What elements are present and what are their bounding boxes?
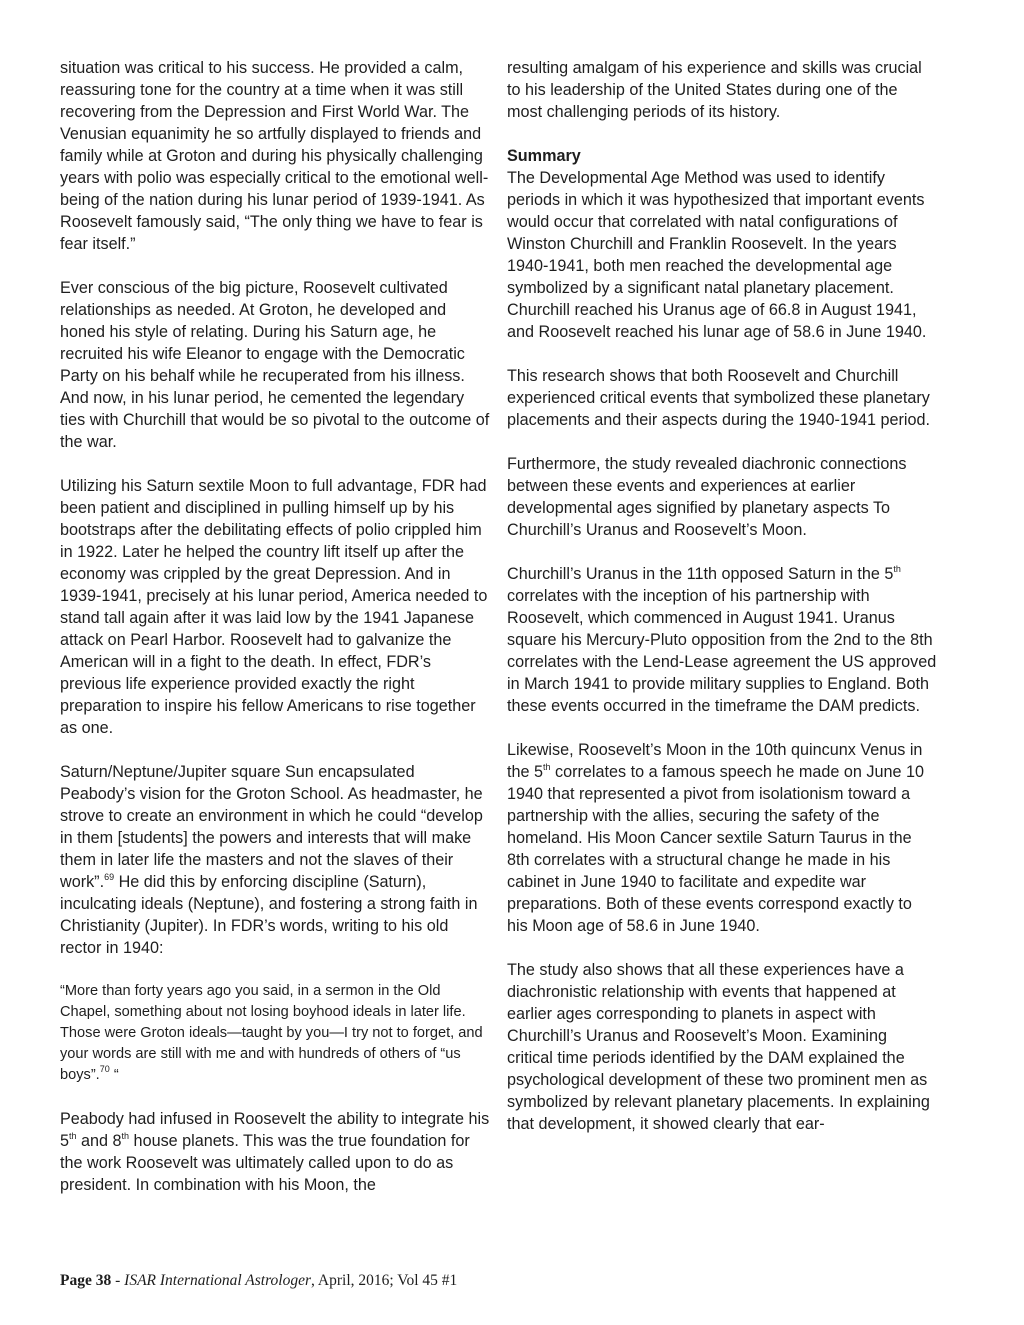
issue-info: , April, 2016; Vol 45 #1	[311, 1272, 458, 1289]
publication-title: ISAR International Astrologer	[124, 1272, 312, 1289]
paragraph: Furthermore, the study revealed diachronic connections between these events and experiences at earlier developmental ages signified by planetary aspects To Churchill’s Uranus and Roosevelt’s Moon.	[507, 455, 907, 539]
paragraph-text: and 8	[76, 1132, 122, 1150]
paragraph: Utilizing his Saturn sextile Moon to full advantage, FDR had been patient and disciplined in pulling himself up by his bootstraps after the debilitating effects of polio crippled him in 1922. Later he helped the country lift itself up after the economy was crippled by the great Depression. And in 1939-1941, precisely at his lunar period, America needed to stand tall again after it was laid low by the 1941 Japanese attack on Pearl Harbor. Roosevelt had to galvanize the American will in a fight to the death. In effect, FDR’s previous life experience provided exactly the right preparation to inspire his fellow Americans to rise together as one.	[60, 477, 488, 737]
paragraph: resulting amalgam of his experience and skills was crucial to his leadership of the United States during one of the most challenging periods of its history.	[507, 59, 922, 121]
paragraph-text: house planets. This was the true foundation for the work Roosevelt was ultimately called upon to do as president. In combination with his Moon, the	[60, 1132, 470, 1194]
ordinal-suffix: th	[893, 564, 901, 574]
paragraph	[60, 761, 490, 959]
block-quote	[60, 981, 490, 1086]
page-number: Page 38	[60, 1272, 112, 1289]
paragraph-text: Saturn/Neptune/Jupiter square Sun encapsulated Peabody’s vision for the Groton School. As headmaster, he strove to create an environment in which he could “develop in them [students] the powers and interests that will make them in later life the masters and not the slaves of their work”.	[60, 763, 483, 891]
right-column	[507, 57, 937, 1157]
paragraph: The study also shows that all these experiences have a diachronistic relationship with events that happened at earlier ages corresponding to planets in aspect with Churchill’s Uranus and Roosevelt’s Moon. Examining critical time periods identified by the DAM explained the psychological development of these two prominent men as symbolized by relevant planetary placements. In explaining that development, it showed clearly that ear-	[507, 961, 930, 1133]
paragraph	[60, 1108, 490, 1196]
paragraph-text: correlates with the inception of his partnership with Roosevelt, which commenced in August 1941. Uranus square his Mercury-Pluto opposition from the 2nd to the 8th correlates with the Lend-Lease agreement the US approved in March 1941 to provide military supplies to England. Both these events occurred in the timeframe the DAM predicts.	[507, 587, 937, 715]
ordinal-suffix: th	[69, 1131, 77, 1141]
paragraph: situation was critical to his success. He provided a calm, reassuring tone for the country at a time when it was still recovering from the Depression and First World War. The Venusian equanimity he so artfully displayed to friends and family while at Groton and during his physically challenging years with polio was especially critical to the emotional well-being of the nation during his lunar period of 1939-1941. As Roosevelt famously said, “The only thing we have to fear is fear itself.”	[60, 59, 489, 253]
paragraph	[507, 563, 937, 717]
page-footer	[60, 1272, 457, 1290]
paragraph-text: He did this by enforcing discipline (Saturn), inculcating ideals (Neptune), and fostering a strong faith in Christianity (Jupiter). In FDR’s words, writing to his old rector in 1940:	[60, 873, 478, 957]
quote-text: “More than forty years ago you said, in a sermon in the Old Chapel, something about not losing boyhood ideals in later life. Those were Groton ideals—taught by you—I try not to forget, and your words are still with me and with hundreds of others of “us boys”.	[60, 983, 483, 1083]
left-column	[60, 57, 490, 1218]
paragraph-text: Churchill’s Uranus in the 11th opposed Saturn in the 5	[507, 565, 894, 583]
ordinal-suffix: th	[121, 1131, 130, 1141]
ordinal-suffix: th	[543, 762, 551, 772]
paragraph-text: Likewise, Roosevelt’s Moon in the 10th quincunx Venus in the 5	[507, 741, 923, 781]
paragraph: This research shows that both Roosevelt and Churchill experienced critical events that symbolized these planetary placements and their aspects during the 1940-1941 period.	[507, 367, 930, 429]
quote-text: “	[109, 1067, 119, 1083]
paragraph: The Developmental Age Method was used to identify periods in which it was hypothesized that important events would occur that correlated with natal configurations of Winston Churchill and Franklin Roosevelt. In the years 1940-1941, both men reached the developmental age symbolized by a significant natal planetary placement. Churchill reached his Uranus age of 66.8 in August 1941, and Roosevelt reached his lunar age of 58.6 in June 1940.	[507, 169, 927, 341]
footer-separator: -	[111, 1272, 125, 1289]
paragraph: Ever conscious of the big picture, Roosevelt cultivated relationships as needed. At Groton, he developed and honed his style of relating. During his Saturn age, he recruited his wife Eleanor to engage with the Democratic Party on his behalf while he recuperated from his illness. And now, in his lunar period, he cemented the legendary ties with Churchill that would be so pivotal to the outcome of the war.	[60, 279, 490, 451]
paragraph-text: Peabody had infused in Roosevelt the ability to integrate his 5	[60, 1110, 490, 1150]
footnote-ref: 69	[104, 872, 115, 882]
section-heading: Summary	[507, 147, 581, 165]
paragraph	[507, 739, 937, 937]
footnote-ref: 70	[99, 1064, 110, 1074]
paragraph-text: correlates to a famous speech he made on June 10 1940 that represented a pivot from isolationism toward a partnership with the allies, securing the safety of the homeland. His Moon Cancer sextile Saturn Taurus in the 8th correlates with a structural change he made in his cabinet in June 1940 to facilitate and expedite war preparations. Both of these events correspond exactly to his Moon age of 58.6 in June 1940.	[507, 763, 924, 935]
